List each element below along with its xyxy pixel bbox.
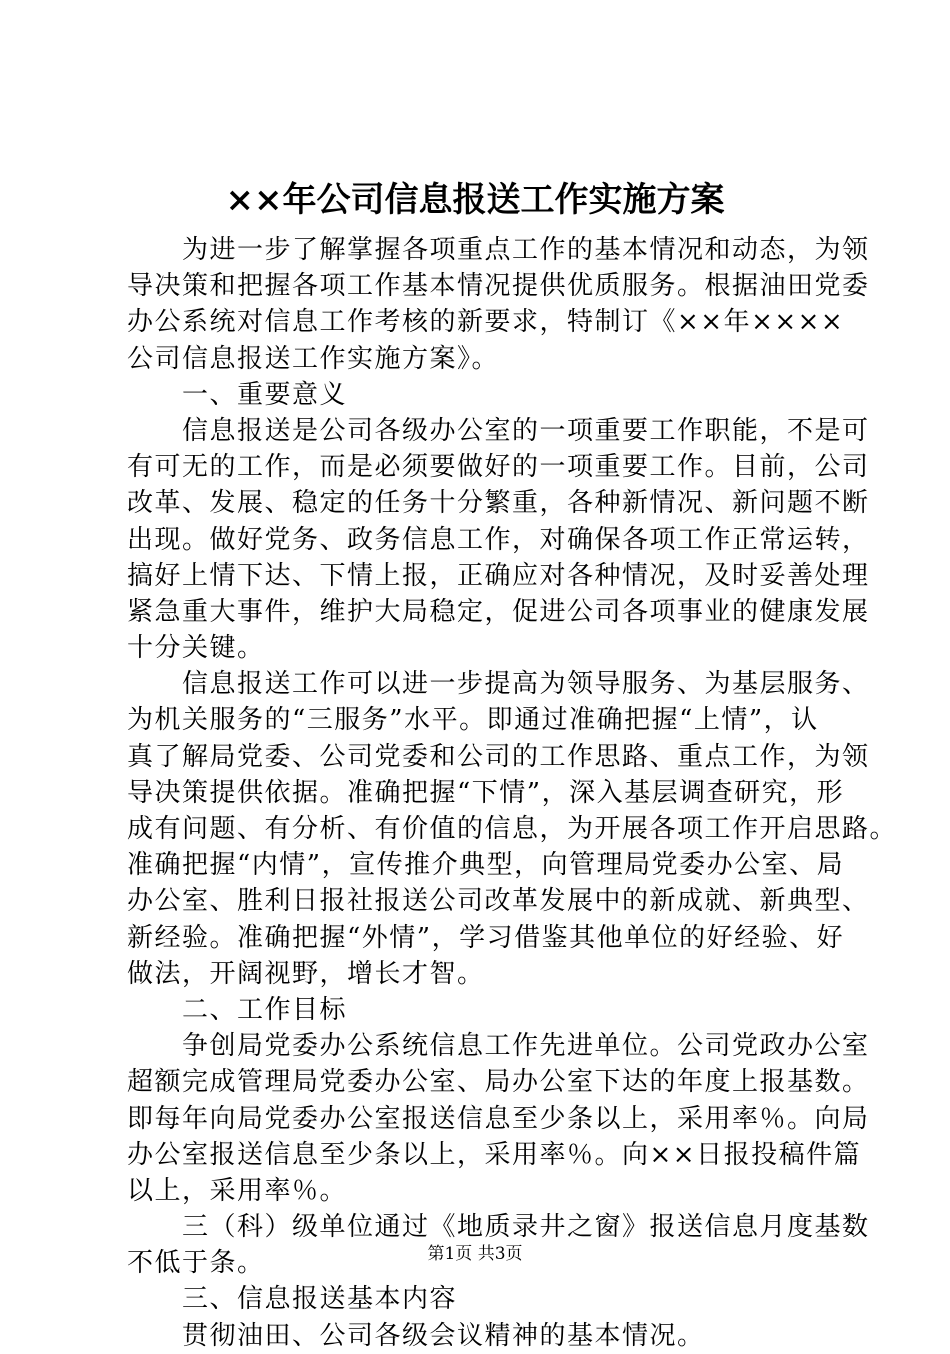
text-line: 三（科）级单位通过《地质录井之窗》报送信息月度基数 — [182, 1212, 870, 1243]
text-line: 办公室、胜利日报社报送公司改革发展中的新成就、新典型、 — [127, 886, 870, 917]
text-line: 搞好上情下达、下情上报，正确应对各种情况，及时妥善处理 — [127, 560, 870, 591]
text-line: 准确把握“内情”，宣传推介典型，向管理局党委办公室、局 — [127, 850, 845, 881]
page-footer: 第1页 共3页 — [427, 1244, 523, 1264]
text-line: 真了解局党委、公司党委和公司的工作思路、重点工作，为领 — [127, 741, 870, 772]
text-line: 成有问题、有分析、有价值的信息，为开展各项工作开启思路。 — [127, 814, 898, 844]
document-title: ××年公司信息报送工作实施方案 — [225, 180, 725, 220]
text-line: 导决策提供依据。准确把握“下情”，深入基层调查研究，形 — [127, 777, 845, 808]
text-line: 争创局党委办公系统信息工作先进单位。公司党政办公室 — [182, 1031, 870, 1062]
text-line: 三、信息报送基本内容 — [182, 1284, 458, 1315]
text-line: 十分关键。 — [127, 633, 265, 664]
text-line: 公司信息报送工作实施方案》。 — [127, 343, 500, 374]
text-line: 为进一步了解掌握各项重点工作的基本情况和动态，为领 — [182, 235, 870, 265]
text-line: 超额完成管理局党委办公室、局办公室下达的年度上报基数。 — [127, 1067, 870, 1098]
text-line: 有可无的工作，而是必须要做好的一项重要工作。目前，公司 — [127, 452, 870, 483]
text-line: 贯彻油田、公司各级会议精神的基本情况。 — [182, 1320, 705, 1351]
text-line: 信息报送工作可以进一步提高为领导服务、为基层服务、 — [182, 669, 870, 700]
text-line: 一、重要意义 — [182, 379, 348, 410]
text-line: 做法，开阔视野，增长才智。 — [127, 958, 485, 989]
text-line: 出现。做好党务、政务信息工作，对确保各项工作正常运转， — [127, 524, 870, 555]
text-line: 为机关服务的“三服务”水平。即通过准确把握“上情”，认 — [127, 705, 819, 736]
text-line: 紧急重大事件，维护大局稳定，促进公司各项事业的健康发展 — [127, 596, 870, 627]
text-line: 不低于条。 — [127, 1248, 265, 1279]
text-line: 导决策和把握各项工作基本情况提供优质服务。根据油田党委 — [127, 271, 870, 302]
text-line: 改革、发展、稳定的任务十分繁重，各种新情况、新问题不断 — [127, 488, 870, 519]
text-line: 办公室报送信息至少条以上，采用率％。向××日报投稿件篇 — [127, 1139, 862, 1170]
text-line: 新经验。准确把握“外情”，学习借鉴其他单位的好经验、好 — [127, 922, 845, 953]
text-line: 以上，采用率％。 — [127, 1175, 348, 1206]
text-line: 二、工作目标 — [182, 994, 348, 1025]
text-line: 即每年向局党委办公室报送信息至少条以上，采用率％。向局 — [127, 1103, 870, 1134]
text-line: 信息报送是公司各级办公室的一项重要工作职能，不是可 — [182, 415, 870, 446]
document-body — [127, 232, 898, 1354]
text-line: 办公系统对信息工作考核的新要求，特制订《××年×××× — [127, 307, 845, 338]
